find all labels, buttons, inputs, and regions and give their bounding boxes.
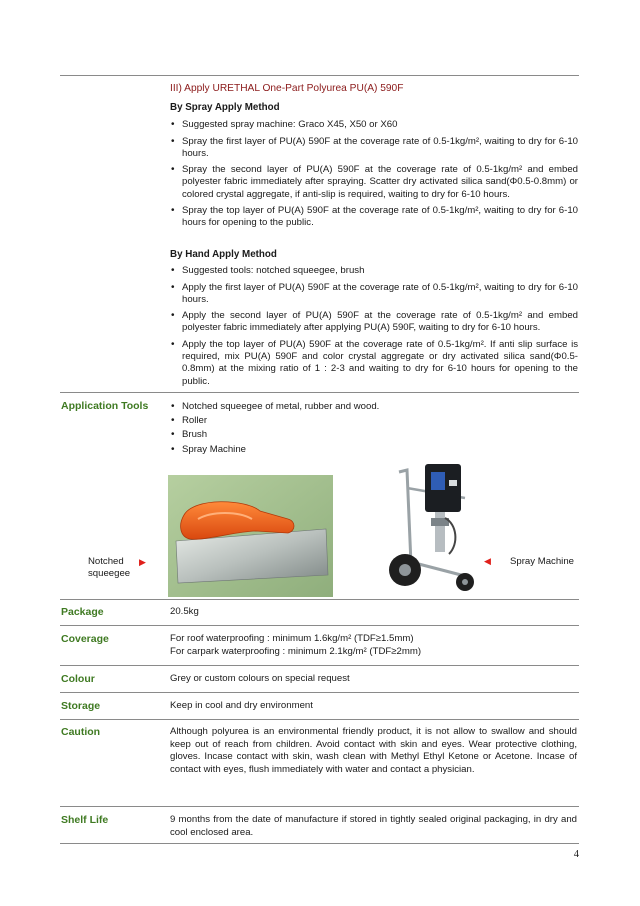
page-number: 4 (573, 849, 579, 860)
list-item: • Roller (170, 415, 578, 427)
bottom-rule (60, 843, 579, 844)
colour-value: Grey or custom colours on special request (170, 673, 350, 684)
list-item: • Suggested spray machine: Graco X45, X50 or X60 (170, 119, 578, 131)
squeegee-caption: Notched squeegee (88, 556, 131, 579)
spray-method-list (170, 119, 578, 234)
list-item: • Spray the second layer of PU(A) 590F at the coverage rate of 0.5-1kg/m² and embed polyester fabric immediately after spraying. Scatter dry activated silica sand(Φ0.5-0.8mm) or colored crystal aggregate, if anti-slip is required, waiting to dry for 6-10 hours. (170, 164, 578, 201)
list-item: • Apply the top layer of PU(A) 590F at the coverage rate of 0.5-1kg/m². If anti slip surface is required, mix PU(A) 590F and color crystal aggregate or dry activated silica sand(Φ0.5-0.8mm) at the mixing ratio of 1 : 2-3 and waiting to dry for 6-10 hours for opening to the public. (170, 339, 578, 388)
list-item: • Spray Machine (170, 444, 578, 456)
spray-machine-photo (385, 458, 485, 596)
caution-value: Although polyurea is an environmental friendly product, it is not allow to swallow and should keep out of reach from children. Avoid contact with skin and eyes. Wear protective clothing, gloves. Incase contact with skin, wash clean with Methyl Ethyl Ketone or Acetone. Incase of contact with eyes, flush immediately with water and contact a physician. (170, 726, 577, 775)
section-title: III) Apply URETHAL One-Part Polyurea PU(A) 590F (170, 83, 404, 94)
hand-method-list (170, 265, 578, 392)
spray-machine-caption: Spray Machine (510, 556, 574, 567)
divider (60, 692, 579, 693)
list-item: • Apply the second layer of PU(A) 590F at the coverage rate of 0.5-1kg/m² and embed polyester fabric immediately after applying PU(A) 590F, waiting to dry for 6-10 hours. (170, 310, 578, 334)
coverage-line-1: For roof waterproofing : minimum 1.6kg/m² (TDF≥1.5mm) (170, 633, 414, 644)
tools-list (170, 401, 578, 458)
list-item: • Notched squeegee of metal, rubber and wood. (170, 401, 578, 413)
list-item: • Brush (170, 429, 578, 441)
list-item: • Spray the first layer of PU(A) 590F at the coverage rate of 0.5-1kg/m², waiting to dry for 6-10 hours. (170, 136, 578, 160)
arrow-left-icon: ◀ (484, 556, 491, 566)
divider (60, 392, 579, 393)
shelf-life-value: 9 months from the date of manufacture if stored in tightly sealed original packaging, in dry and cool enclosed area. (170, 814, 577, 838)
coverage-label: Coverage (61, 633, 109, 645)
storage-value: Keep in cool and dry environment (170, 700, 313, 711)
storage-label: Storage (61, 700, 101, 712)
package-label: Package (61, 606, 104, 618)
colour-label: Colour (61, 673, 95, 685)
divider (60, 625, 579, 626)
list-item: • Suggested tools: notched squeegee, brush (170, 265, 578, 277)
caution-label: Caution (61, 726, 101, 738)
arrow-right-icon: ▶ (139, 557, 146, 567)
notched-squeegee-photo (168, 475, 333, 597)
list-item: • Apply the first layer of PU(A) 590F at the coverage rate of 0.5-1kg/m², waiting to dry for 6-10 hours. (170, 282, 578, 306)
divider (60, 719, 579, 720)
divider (60, 599, 579, 600)
divider (60, 806, 579, 807)
coverage-line-2: For carpark waterproofing : minimum 2.1kg/m² (TDF≥2mm) (170, 646, 422, 657)
divider (60, 665, 579, 666)
shelf-life-label: Shelf Life (61, 814, 109, 826)
package-value: 20.5kg (170, 606, 199, 617)
list-item: • Spray the top layer of PU(A) 590F at the coverage rate of 0.5-1kg/m², waiting to dry for 6-10 hours for opening to the public. (170, 205, 578, 229)
spray-method-heading: By Spray Apply Method (170, 102, 280, 113)
application-tools-label: Application Tools (61, 400, 149, 412)
hand-method-heading: By Hand Apply Method (170, 249, 277, 260)
top-rule (60, 75, 579, 76)
